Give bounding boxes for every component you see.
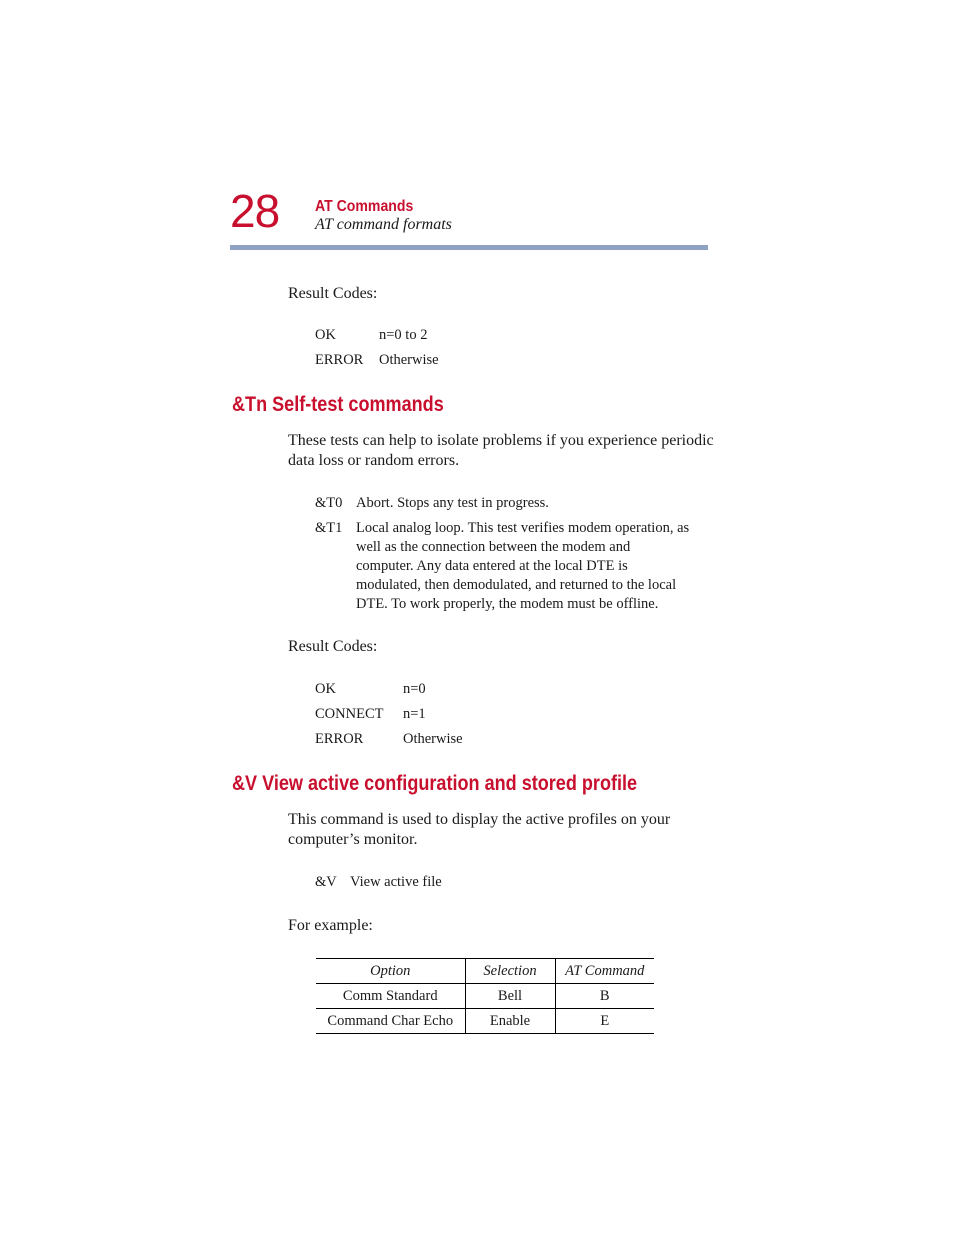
t1-description-line: modulated, then demodulated, and returned to the local xyxy=(356,577,677,593)
table-header-row xyxy=(316,959,654,984)
table-cell: Command Char Echo xyxy=(327,1012,454,1029)
tn-heading: &Tn Self-test commands xyxy=(232,393,444,416)
t0-description: Abort. Stops any test in progress. xyxy=(356,495,549,511)
v-command-description: View active file xyxy=(350,874,442,890)
table-row xyxy=(316,984,654,1009)
t1-description-line: Local analog loop. This test verifies modem operation, as xyxy=(356,520,690,536)
options-table xyxy=(316,958,654,1034)
table-row xyxy=(316,1009,654,1034)
result-code-desc: n=0 xyxy=(403,681,426,697)
result-code: ERROR xyxy=(315,352,364,368)
v-command: &V xyxy=(315,874,337,890)
table-cell: Bell xyxy=(465,984,555,1009)
result-code: ERROR xyxy=(315,731,364,747)
result-code: CONNECT xyxy=(315,706,384,722)
result-codes-label: Result Codes: xyxy=(288,638,378,655)
table-cell: Comm Standard xyxy=(342,987,438,1004)
t1-command: &T1 xyxy=(315,520,343,536)
table-cell: B xyxy=(555,984,654,1009)
tn-intro-line-2: data loss or random errors. xyxy=(288,452,460,469)
column-header-option: Option xyxy=(370,962,411,979)
t1-description xyxy=(356,519,696,614)
v-intro-line-2: computer’s monitor. xyxy=(288,831,418,848)
header-rule xyxy=(230,245,708,250)
example-label: For example: xyxy=(288,917,373,934)
table-cell: E xyxy=(555,1009,654,1034)
result-code-desc: Otherwise xyxy=(379,352,439,368)
chapter-title: AT Commands xyxy=(315,198,414,215)
t1-description-line: DTE. To work properly, the modem must be offline. xyxy=(356,596,659,612)
result-code: OK xyxy=(315,681,336,697)
result-code-desc: Otherwise xyxy=(403,731,463,747)
tn-intro-line-1: These tests can help to isolate problems if you experience periodic xyxy=(288,432,714,449)
t1-description-line: well as the connection between the modem and xyxy=(356,539,631,555)
column-header-at-command: AT Command xyxy=(555,959,654,984)
t0-command: &T0 xyxy=(315,495,343,511)
page-number: 28 xyxy=(230,185,280,237)
result-codes-label: Result Codes: xyxy=(288,285,378,302)
t1-description-line: computer. Any data entered at the local DTE is xyxy=(356,558,628,574)
column-header-selection: Selection xyxy=(465,959,555,984)
table-cell: Enable xyxy=(465,1009,555,1034)
section-title: AT command formats xyxy=(315,216,452,233)
result-code-desc: n=0 to 2 xyxy=(379,327,428,343)
result-code: OK xyxy=(315,327,336,343)
v-heading: &V View active configuration and stored profile xyxy=(232,772,638,795)
v-intro-line-1: This command is used to display the active profiles on your xyxy=(288,811,671,828)
result-code-desc: n=1 xyxy=(403,706,426,722)
